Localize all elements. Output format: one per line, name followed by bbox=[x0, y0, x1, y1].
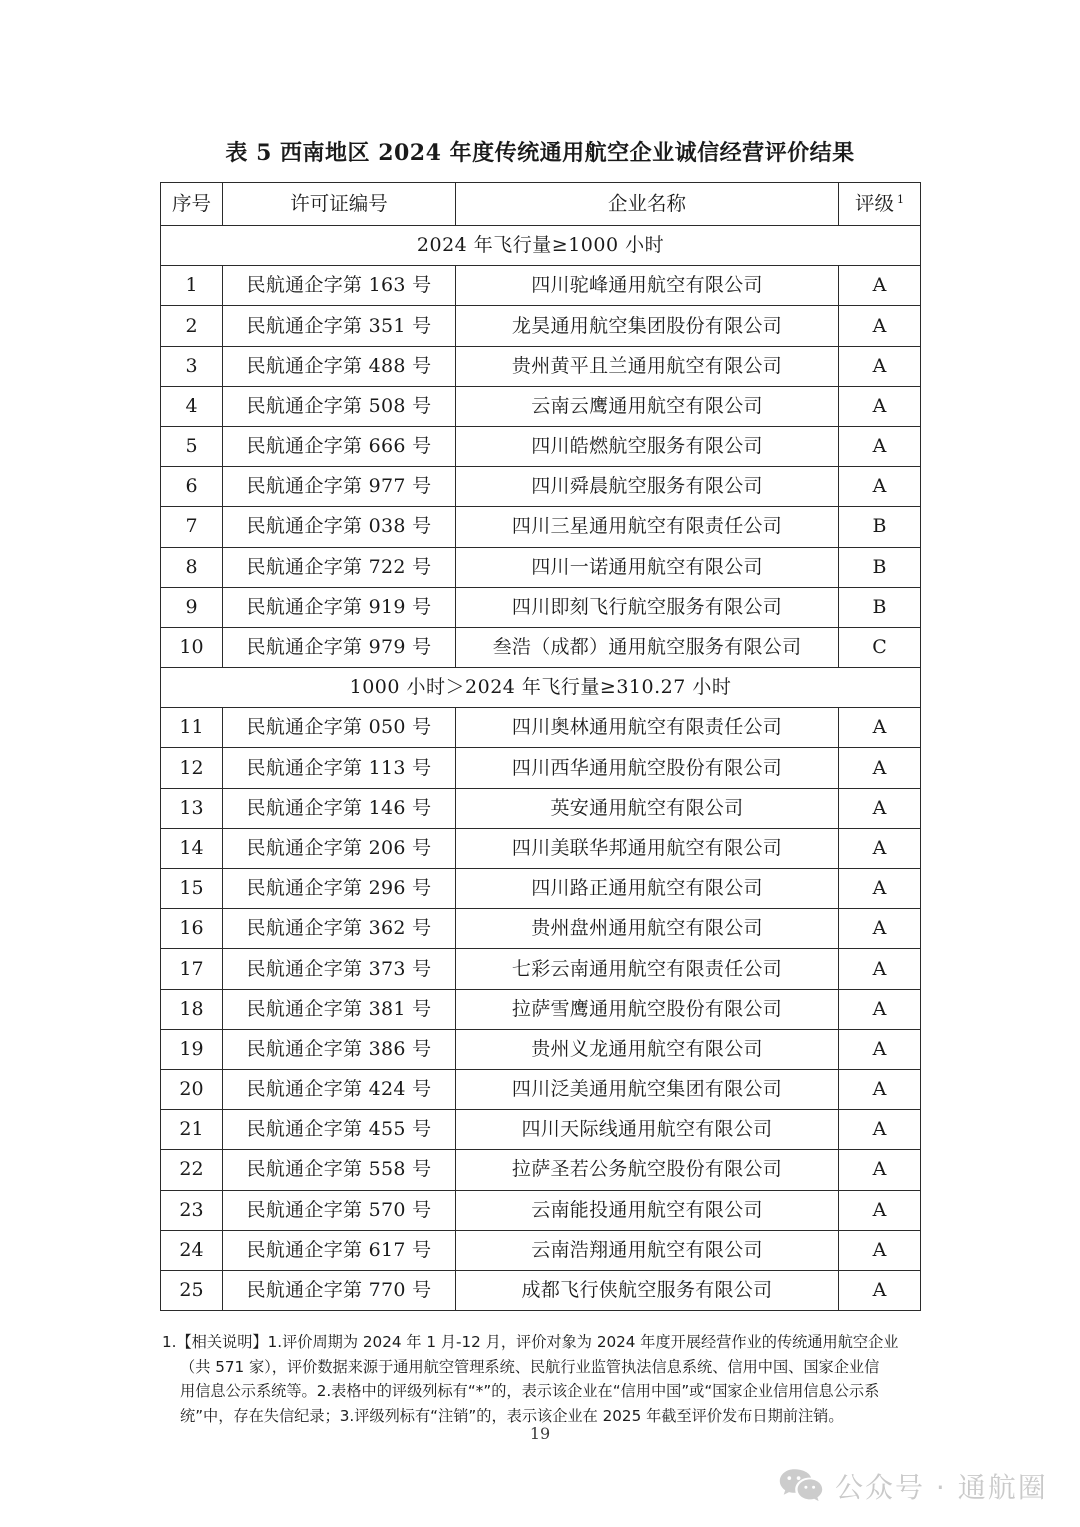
page-title: 表 5 西南地区 2024 年度传统通用航空企业诚信经营评价结果 bbox=[225, 140, 855, 166]
row-company-name: 四川泛美通用航空集团有限公司 bbox=[456, 1069, 839, 1109]
row-seq: 3 bbox=[161, 346, 223, 386]
watermark-text: 公众号 · 通航圈 bbox=[835, 1471, 1048, 1504]
row-grade: A bbox=[839, 426, 921, 466]
row-license-number: 民航通企字第 919 号 bbox=[223, 587, 456, 627]
row-license-number: 民航通企字第 296 号 bbox=[223, 869, 456, 909]
row-seq: 23 bbox=[161, 1190, 223, 1230]
row-company-name: 叁浩（成都）通用航空服务有限公司 bbox=[456, 627, 839, 667]
column-header-grade bbox=[839, 183, 921, 226]
row-seq: 13 bbox=[161, 788, 223, 828]
row-seq: 9 bbox=[161, 587, 223, 627]
row-company-name: 四川一诺通用航空有限公司 bbox=[456, 547, 839, 587]
table-row bbox=[161, 467, 921, 507]
row-company-name: 云南能投通用航空有限公司 bbox=[456, 1190, 839, 1230]
row-grade: A bbox=[839, 909, 921, 949]
row-seq: 5 bbox=[161, 426, 223, 466]
row-seq: 17 bbox=[161, 949, 223, 989]
row-seq: 11 bbox=[161, 708, 223, 748]
table-row bbox=[161, 507, 921, 547]
row-license-number: 民航通企字第 979 号 bbox=[223, 627, 456, 667]
row-grade: B bbox=[839, 547, 921, 587]
table-row bbox=[161, 266, 921, 306]
table-row bbox=[161, 1270, 921, 1310]
row-license-number: 民航通企字第 351 号 bbox=[223, 306, 456, 346]
row-grade: A bbox=[839, 1270, 921, 1310]
row-license-number: 民航通企字第 038 号 bbox=[223, 507, 456, 547]
table-row bbox=[161, 909, 921, 949]
table-header bbox=[161, 183, 921, 226]
row-license-number: 民航通企字第 373 号 bbox=[223, 949, 456, 989]
row-company-name: 四川即刻飞行航空服务有限公司 bbox=[456, 587, 839, 627]
column-header-grade-label: 评级 bbox=[854, 192, 894, 216]
row-grade: A bbox=[839, 748, 921, 788]
row-grade: A bbox=[839, 1110, 921, 1150]
row-license-number: 民航通企字第 381 号 bbox=[223, 989, 456, 1029]
table-row bbox=[161, 1110, 921, 1150]
table-row bbox=[161, 386, 921, 426]
row-company-name: 四川路正通用航空有限公司 bbox=[456, 869, 839, 909]
table-row bbox=[161, 748, 921, 788]
row-seq: 4 bbox=[161, 386, 223, 426]
footnote-line: 1.【相关说明】1.评价周期为 2024 年 1 月-12 月，评价对象为 2024 年度开展经营作业的传统通用航空企业 bbox=[162, 1333, 899, 1351]
column-header-seq: 序号 bbox=[161, 183, 223, 226]
row-license-number: 民航通企字第 424 号 bbox=[223, 1069, 456, 1109]
evaluation-table bbox=[160, 182, 921, 1311]
row-grade: A bbox=[839, 828, 921, 868]
grade-footnote-marker: 1 bbox=[897, 192, 904, 206]
row-company-name: 四川三星通用航空有限责任公司 bbox=[456, 507, 839, 547]
row-grade: B bbox=[839, 587, 921, 627]
table-section-header-label: 1000 小时＞2024 年飞行量≥310.27 小时 bbox=[161, 668, 921, 708]
wechat-icon bbox=[778, 1468, 824, 1504]
row-seq: 18 bbox=[161, 989, 223, 1029]
table-row bbox=[161, 1069, 921, 1109]
row-seq: 12 bbox=[161, 748, 223, 788]
row-grade: C bbox=[839, 627, 921, 667]
row-grade: A bbox=[839, 1029, 921, 1069]
table-row bbox=[161, 989, 921, 1029]
row-company-name: 四川皓燃航空服务有限公司 bbox=[456, 426, 839, 466]
row-grade: A bbox=[839, 949, 921, 989]
table-row bbox=[161, 828, 921, 868]
row-company-name: 贵州盘州通用航空有限公司 bbox=[456, 909, 839, 949]
row-seq: 16 bbox=[161, 909, 223, 949]
row-seq: 8 bbox=[161, 547, 223, 587]
row-license-number: 民航通企字第 570 号 bbox=[223, 1190, 456, 1230]
row-license-number: 民航通企字第 050 号 bbox=[223, 708, 456, 748]
row-company-name: 拉萨圣若公务航空股份有限公司 bbox=[456, 1150, 839, 1190]
row-company-name: 拉萨雪鹰通用航空股份有限公司 bbox=[456, 989, 839, 1029]
row-license-number: 民航通企字第 770 号 bbox=[223, 1270, 456, 1310]
row-license-number: 民航通企字第 558 号 bbox=[223, 1150, 456, 1190]
row-license-number: 民航通企字第 666 号 bbox=[223, 426, 456, 466]
row-company-name: 四川驼峰通用航空有限公司 bbox=[456, 266, 839, 306]
row-company-name: 云南云鹰通用航空有限公司 bbox=[456, 386, 839, 426]
row-license-number: 民航通企字第 722 号 bbox=[223, 547, 456, 587]
row-seq: 7 bbox=[161, 507, 223, 547]
row-seq: 22 bbox=[161, 1150, 223, 1190]
row-company-name: 四川天际线通用航空有限公司 bbox=[456, 1110, 839, 1150]
row-company-name: 龙昊通用航空集团股份有限公司 bbox=[456, 306, 839, 346]
row-company-name: 四川舜晨航空服务有限公司 bbox=[456, 467, 839, 507]
table-row bbox=[161, 1150, 921, 1190]
row-license-number: 民航通企字第 163 号 bbox=[223, 266, 456, 306]
row-company-name: 成都飞行侠航空服务有限公司 bbox=[456, 1270, 839, 1310]
row-grade: A bbox=[839, 869, 921, 909]
row-seq: 24 bbox=[161, 1230, 223, 1270]
row-company-name: 四川西华通用航空股份有限公司 bbox=[456, 748, 839, 788]
row-seq: 19 bbox=[161, 1029, 223, 1069]
table-row bbox=[161, 547, 921, 587]
table-row bbox=[161, 346, 921, 386]
row-seq: 6 bbox=[161, 467, 223, 507]
row-license-number: 民航通企字第 455 号 bbox=[223, 1110, 456, 1150]
row-grade: A bbox=[839, 467, 921, 507]
page-number: 19 bbox=[529, 1424, 551, 1443]
footnote-line: 用信息公示系统等。2.表格中的评级列标有“*”的，表示该企业在“信用中国”或“国家企业信用信息公示系 bbox=[180, 1382, 880, 1401]
row-grade: A bbox=[839, 1150, 921, 1190]
table-row bbox=[161, 587, 921, 627]
row-company-name: 七彩云南通用航空有限责任公司 bbox=[456, 949, 839, 989]
table-row bbox=[161, 708, 921, 748]
row-company-name: 贵州义龙通用航空有限公司 bbox=[456, 1029, 839, 1069]
table-row bbox=[161, 426, 921, 466]
row-company-name: 云南浩翔通用航空有限公司 bbox=[456, 1230, 839, 1270]
table-row bbox=[161, 1230, 921, 1270]
row-license-number: 民航通企字第 113 号 bbox=[223, 748, 456, 788]
row-license-number: 民航通企字第 488 号 bbox=[223, 346, 456, 386]
column-header-company-name: 企业名称 bbox=[456, 183, 839, 226]
table-row bbox=[161, 869, 921, 909]
table-row bbox=[161, 1029, 921, 1069]
row-license-number: 民航通企字第 508 号 bbox=[223, 386, 456, 426]
table-row bbox=[161, 949, 921, 989]
footnote-block bbox=[162, 1330, 942, 1429]
row-grade: B bbox=[839, 507, 921, 547]
table-header-row bbox=[161, 183, 921, 226]
table-body bbox=[161, 226, 921, 1311]
row-license-number: 民航通企字第 977 号 bbox=[223, 467, 456, 507]
footnote-line: （共 571 家），评价数据来源于通用航空管理系统、民航行业监管执法信息系统、信用中国、国家企业信 bbox=[180, 1357, 880, 1376]
row-seq: 10 bbox=[161, 627, 223, 667]
row-license-number: 民航通企字第 386 号 bbox=[223, 1029, 456, 1069]
row-company-name: 四川美联华邦通用航空有限公司 bbox=[456, 828, 839, 868]
table-row bbox=[161, 1190, 921, 1230]
row-grade: A bbox=[839, 989, 921, 1029]
footnote-line: 统”中，存在失信纪录；3.评级列标有“注销”的，表示该企业在 2025 年截至评价发布日期前注销。 bbox=[180, 1406, 844, 1425]
row-license-number: 民航通企字第 206 号 bbox=[223, 828, 456, 868]
row-grade: A bbox=[839, 386, 921, 426]
table-row bbox=[161, 788, 921, 828]
table-section-header-row bbox=[161, 226, 921, 266]
row-company-name: 英安通用航空有限公司 bbox=[456, 788, 839, 828]
table-section-header-row bbox=[161, 668, 921, 708]
column-header-license: 许可证编号 bbox=[223, 183, 456, 226]
row-grade: A bbox=[839, 306, 921, 346]
row-license-number: 民航通企字第 362 号 bbox=[223, 909, 456, 949]
row-grade: A bbox=[839, 346, 921, 386]
row-seq: 15 bbox=[161, 869, 223, 909]
row-seq: 14 bbox=[161, 828, 223, 868]
evaluation-table-container bbox=[160, 182, 920, 1311]
watermark bbox=[778, 1466, 1048, 1506]
row-grade: A bbox=[839, 1190, 921, 1230]
table-row bbox=[161, 306, 921, 346]
row-license-number: 民航通企字第 146 号 bbox=[223, 788, 456, 828]
row-seq: 25 bbox=[161, 1270, 223, 1310]
row-grade: A bbox=[839, 1230, 921, 1270]
row-seq: 20 bbox=[161, 1069, 223, 1109]
row-seq: 1 bbox=[161, 266, 223, 306]
row-grade: A bbox=[839, 1069, 921, 1109]
row-grade: A bbox=[839, 788, 921, 828]
row-company-name: 贵州黄平且兰通用航空有限公司 bbox=[456, 346, 839, 386]
row-grade: A bbox=[839, 708, 921, 748]
row-license-number: 民航通企字第 617 号 bbox=[223, 1230, 456, 1270]
row-seq: 2 bbox=[161, 306, 223, 346]
row-grade: A bbox=[839, 266, 921, 306]
table-row bbox=[161, 627, 921, 667]
row-seq: 21 bbox=[161, 1110, 223, 1150]
table-section-header-label: 2024 年飞行量≥1000 小时 bbox=[161, 226, 921, 266]
row-company-name: 四川奥林通用航空有限责任公司 bbox=[456, 708, 839, 748]
